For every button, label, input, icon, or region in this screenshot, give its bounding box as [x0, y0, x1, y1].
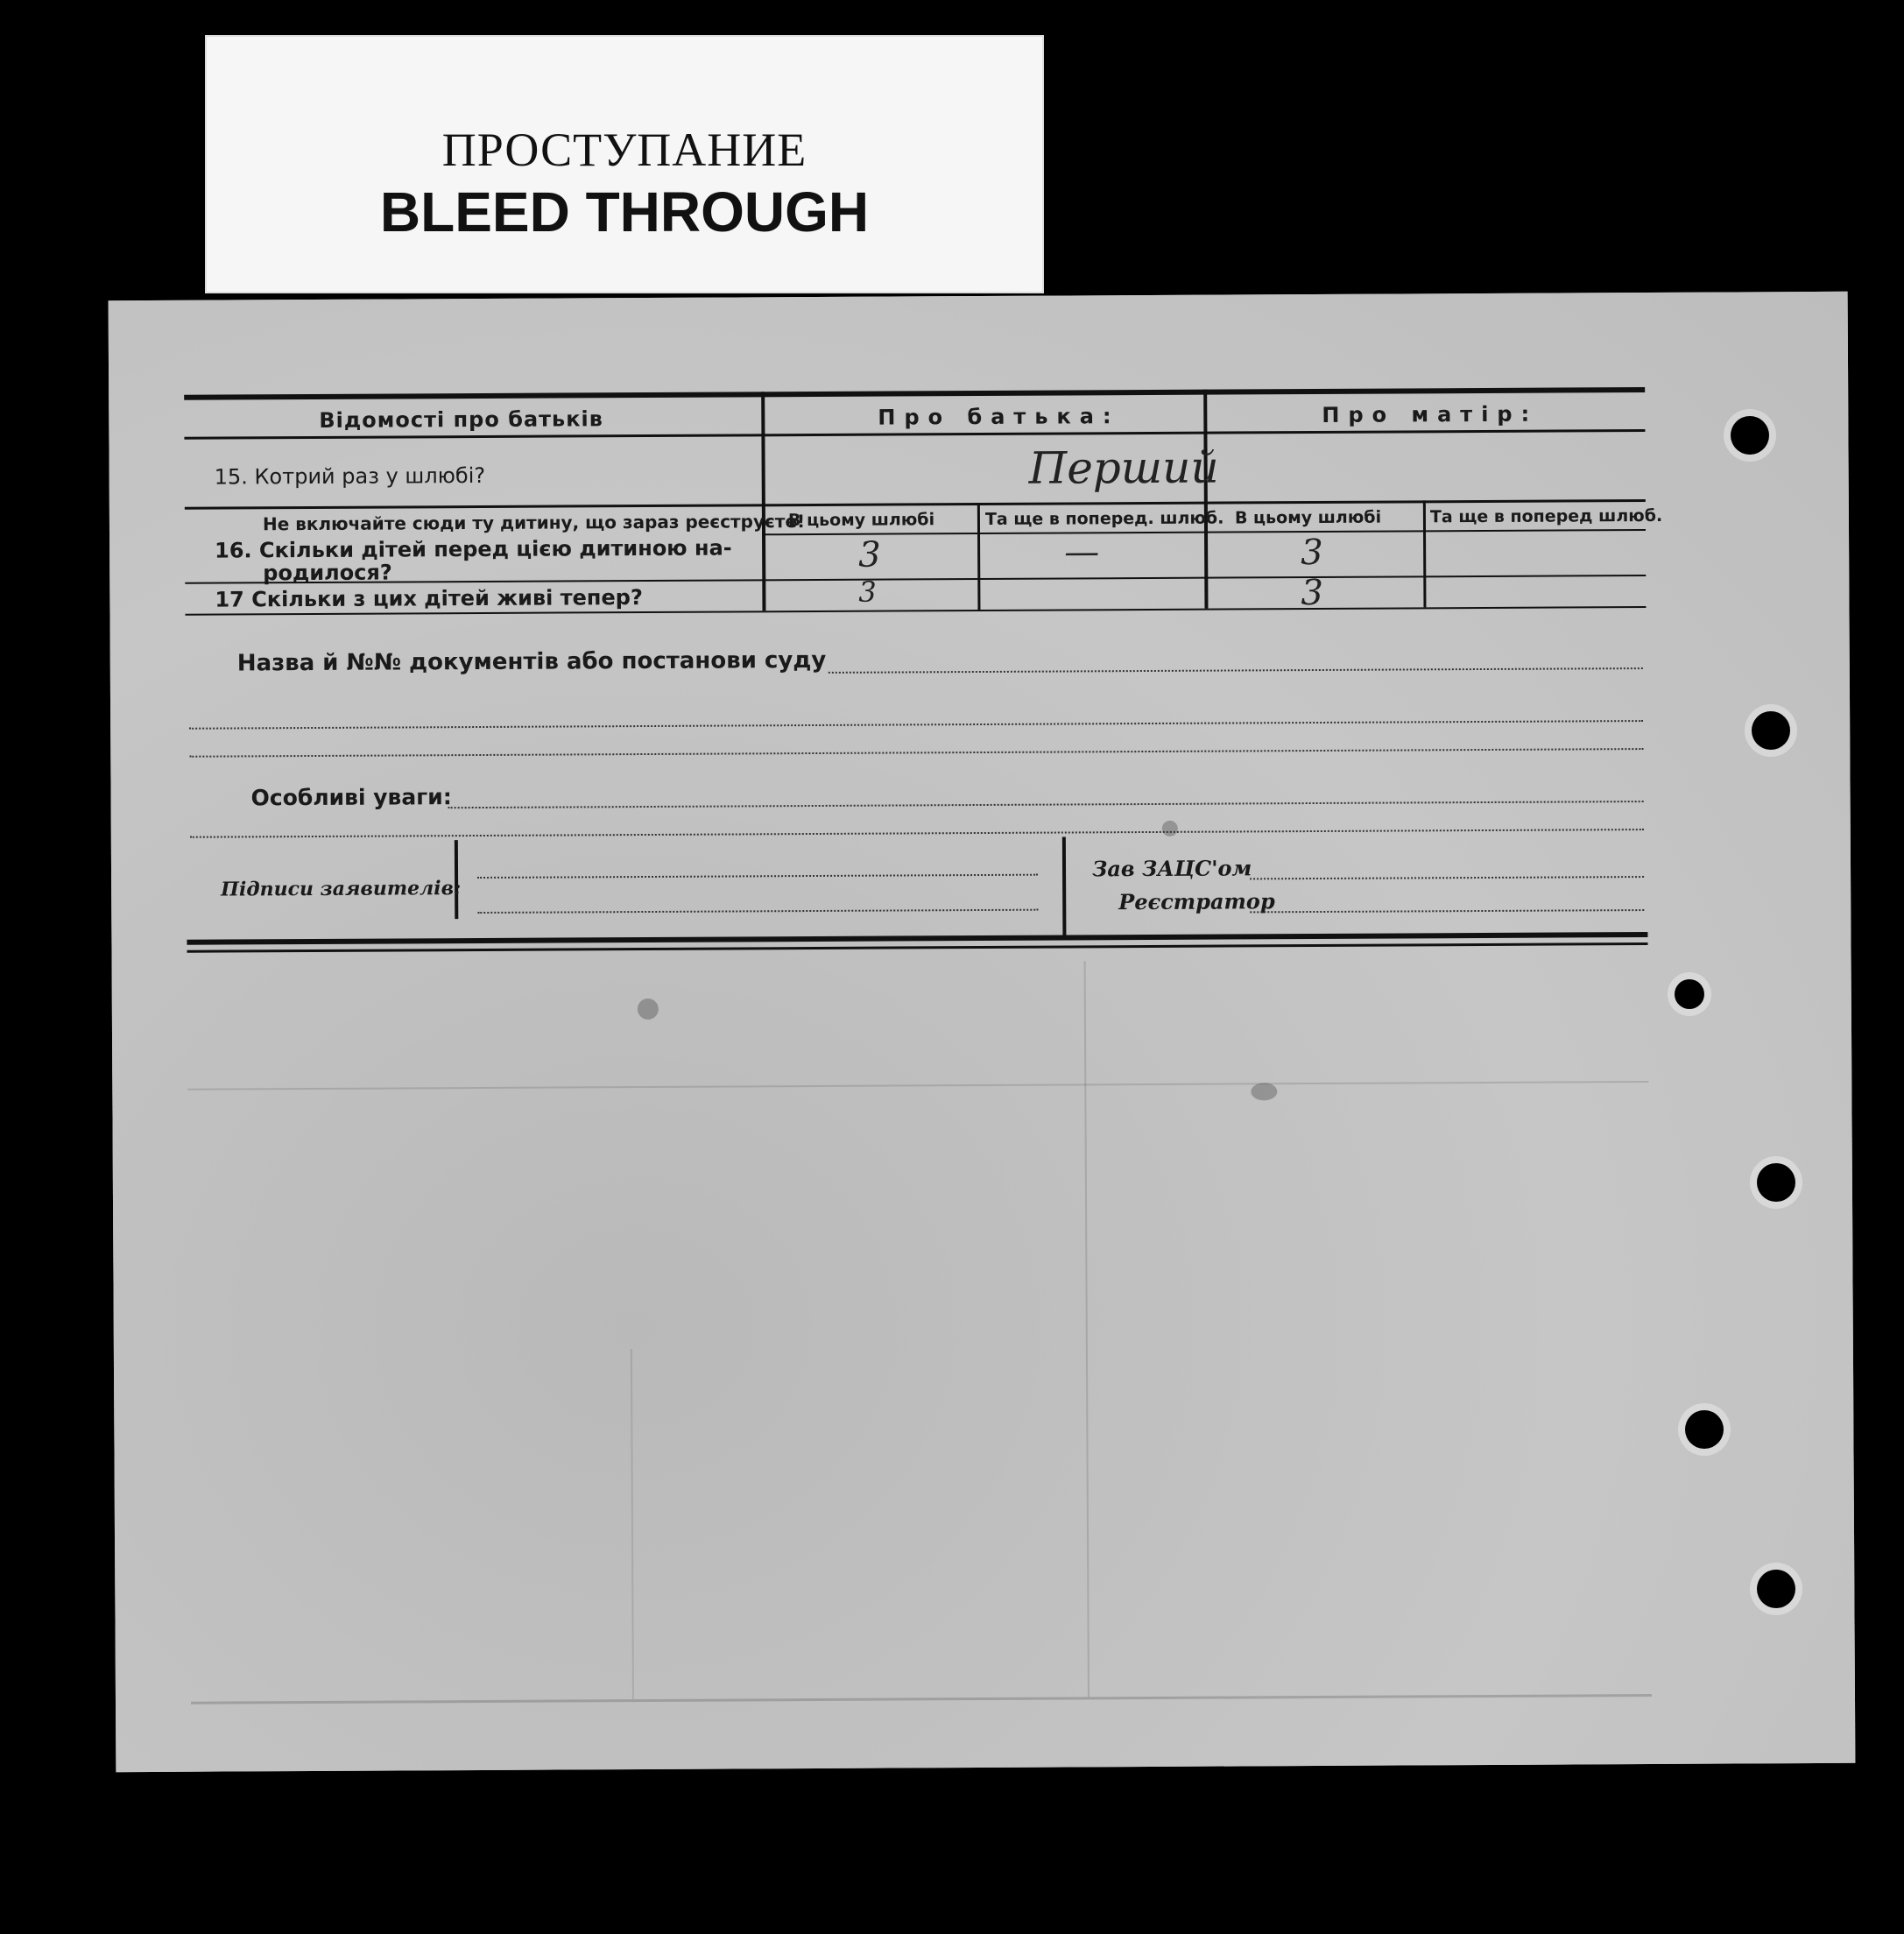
note-exclude-child: Не включайте сюди ту дитину, що зараз реєструєте! — [262, 511, 806, 535]
sub-mother-prev: Та ще в поперед шлюб. — [1429, 505, 1663, 527]
documents-line-2 — [189, 720, 1643, 730]
registrar-signature-line — [1250, 909, 1644, 913]
sub-divider-mother — [1423, 500, 1427, 607]
special-notes-line-1 — [448, 801, 1644, 808]
documents-line-3 — [189, 748, 1643, 758]
header-father: Про батька: — [878, 404, 1120, 430]
ghost-line — [191, 1694, 1652, 1705]
answer-15-father: Перший — [1028, 441, 1219, 494]
signature-line-2 — [477, 909, 1038, 914]
bleed-through-label-card — [205, 35, 1044, 293]
row15-rule — [185, 499, 1646, 510]
punch-hole — [1675, 979, 1704, 1009]
row16-rule — [185, 575, 1646, 584]
sub-father-prev: Та ще в поперед. шлюб. — [984, 508, 1224, 529]
question-15: 15. Котрий раз у шлюбі? — [214, 462, 486, 490]
signatures-label: Підписи заявителів: — [221, 877, 462, 901]
stain — [638, 999, 659, 1020]
registrar-label: Реєстратор — [1118, 888, 1275, 915]
ghost-line — [187, 1081, 1648, 1091]
punch-hole — [1757, 1570, 1795, 1608]
stain — [1162, 821, 1178, 836]
documents-label: Назва й №№ документів або постанови суду — [236, 646, 827, 677]
answer-16-mother-this: 3 — [1301, 532, 1323, 574]
punch-hole — [1731, 416, 1769, 455]
top-rule — [184, 387, 1645, 400]
ghost-vline — [631, 1349, 634, 1699]
head-of-registry-label: Зав ЗАЦС'ом — [1091, 855, 1252, 882]
bottom-rule-2 — [187, 942, 1647, 953]
document-sheet — [109, 292, 1856, 1772]
sub-father-this: В цьому шлюбі — [787, 510, 935, 531]
column-divider-1 — [761, 392, 765, 611]
column-divider-2 — [1203, 390, 1208, 609]
special-notes-label: Особливі уваги: — [250, 784, 452, 811]
answer-17-father-this: 3 — [858, 575, 877, 609]
signature-line-1 — [477, 874, 1038, 879]
punch-hole — [1752, 711, 1790, 750]
question-17: 17 Скільки з цих дітей живі тепер? — [215, 585, 643, 612]
sub-mother-this: В цьому шлюбі — [1234, 507, 1382, 528]
answer-16-father-this: 3 — [858, 534, 881, 575]
header-mother: Про матір: — [1322, 401, 1539, 427]
ghost-vline — [1084, 961, 1090, 1697]
stain — [1251, 1083, 1277, 1100]
header-section-label: Відомості про батьків — [319, 406, 603, 433]
question-16-line1: 16. Скільки дітей перед цією дитиною на- — [215, 535, 732, 563]
special-notes-line-2 — [190, 829, 1644, 838]
documents-line-1 — [829, 667, 1643, 674]
signature-divider-middle — [1062, 836, 1067, 935]
head-signature-line — [1250, 876, 1644, 879]
label-english: BLEED THROUGH — [379, 180, 870, 244]
punch-hole — [1757, 1163, 1795, 1202]
answer-17-mother-this: 3 — [1301, 572, 1323, 614]
label-russian: ПРОСТУПАНИЕ — [441, 124, 807, 176]
sub-divider-father — [977, 503, 981, 610]
answer-16-father-prev: — — [1064, 532, 1100, 573]
question-16-line2: родилося? — [263, 560, 392, 586]
punch-hole — [1685, 1410, 1724, 1449]
